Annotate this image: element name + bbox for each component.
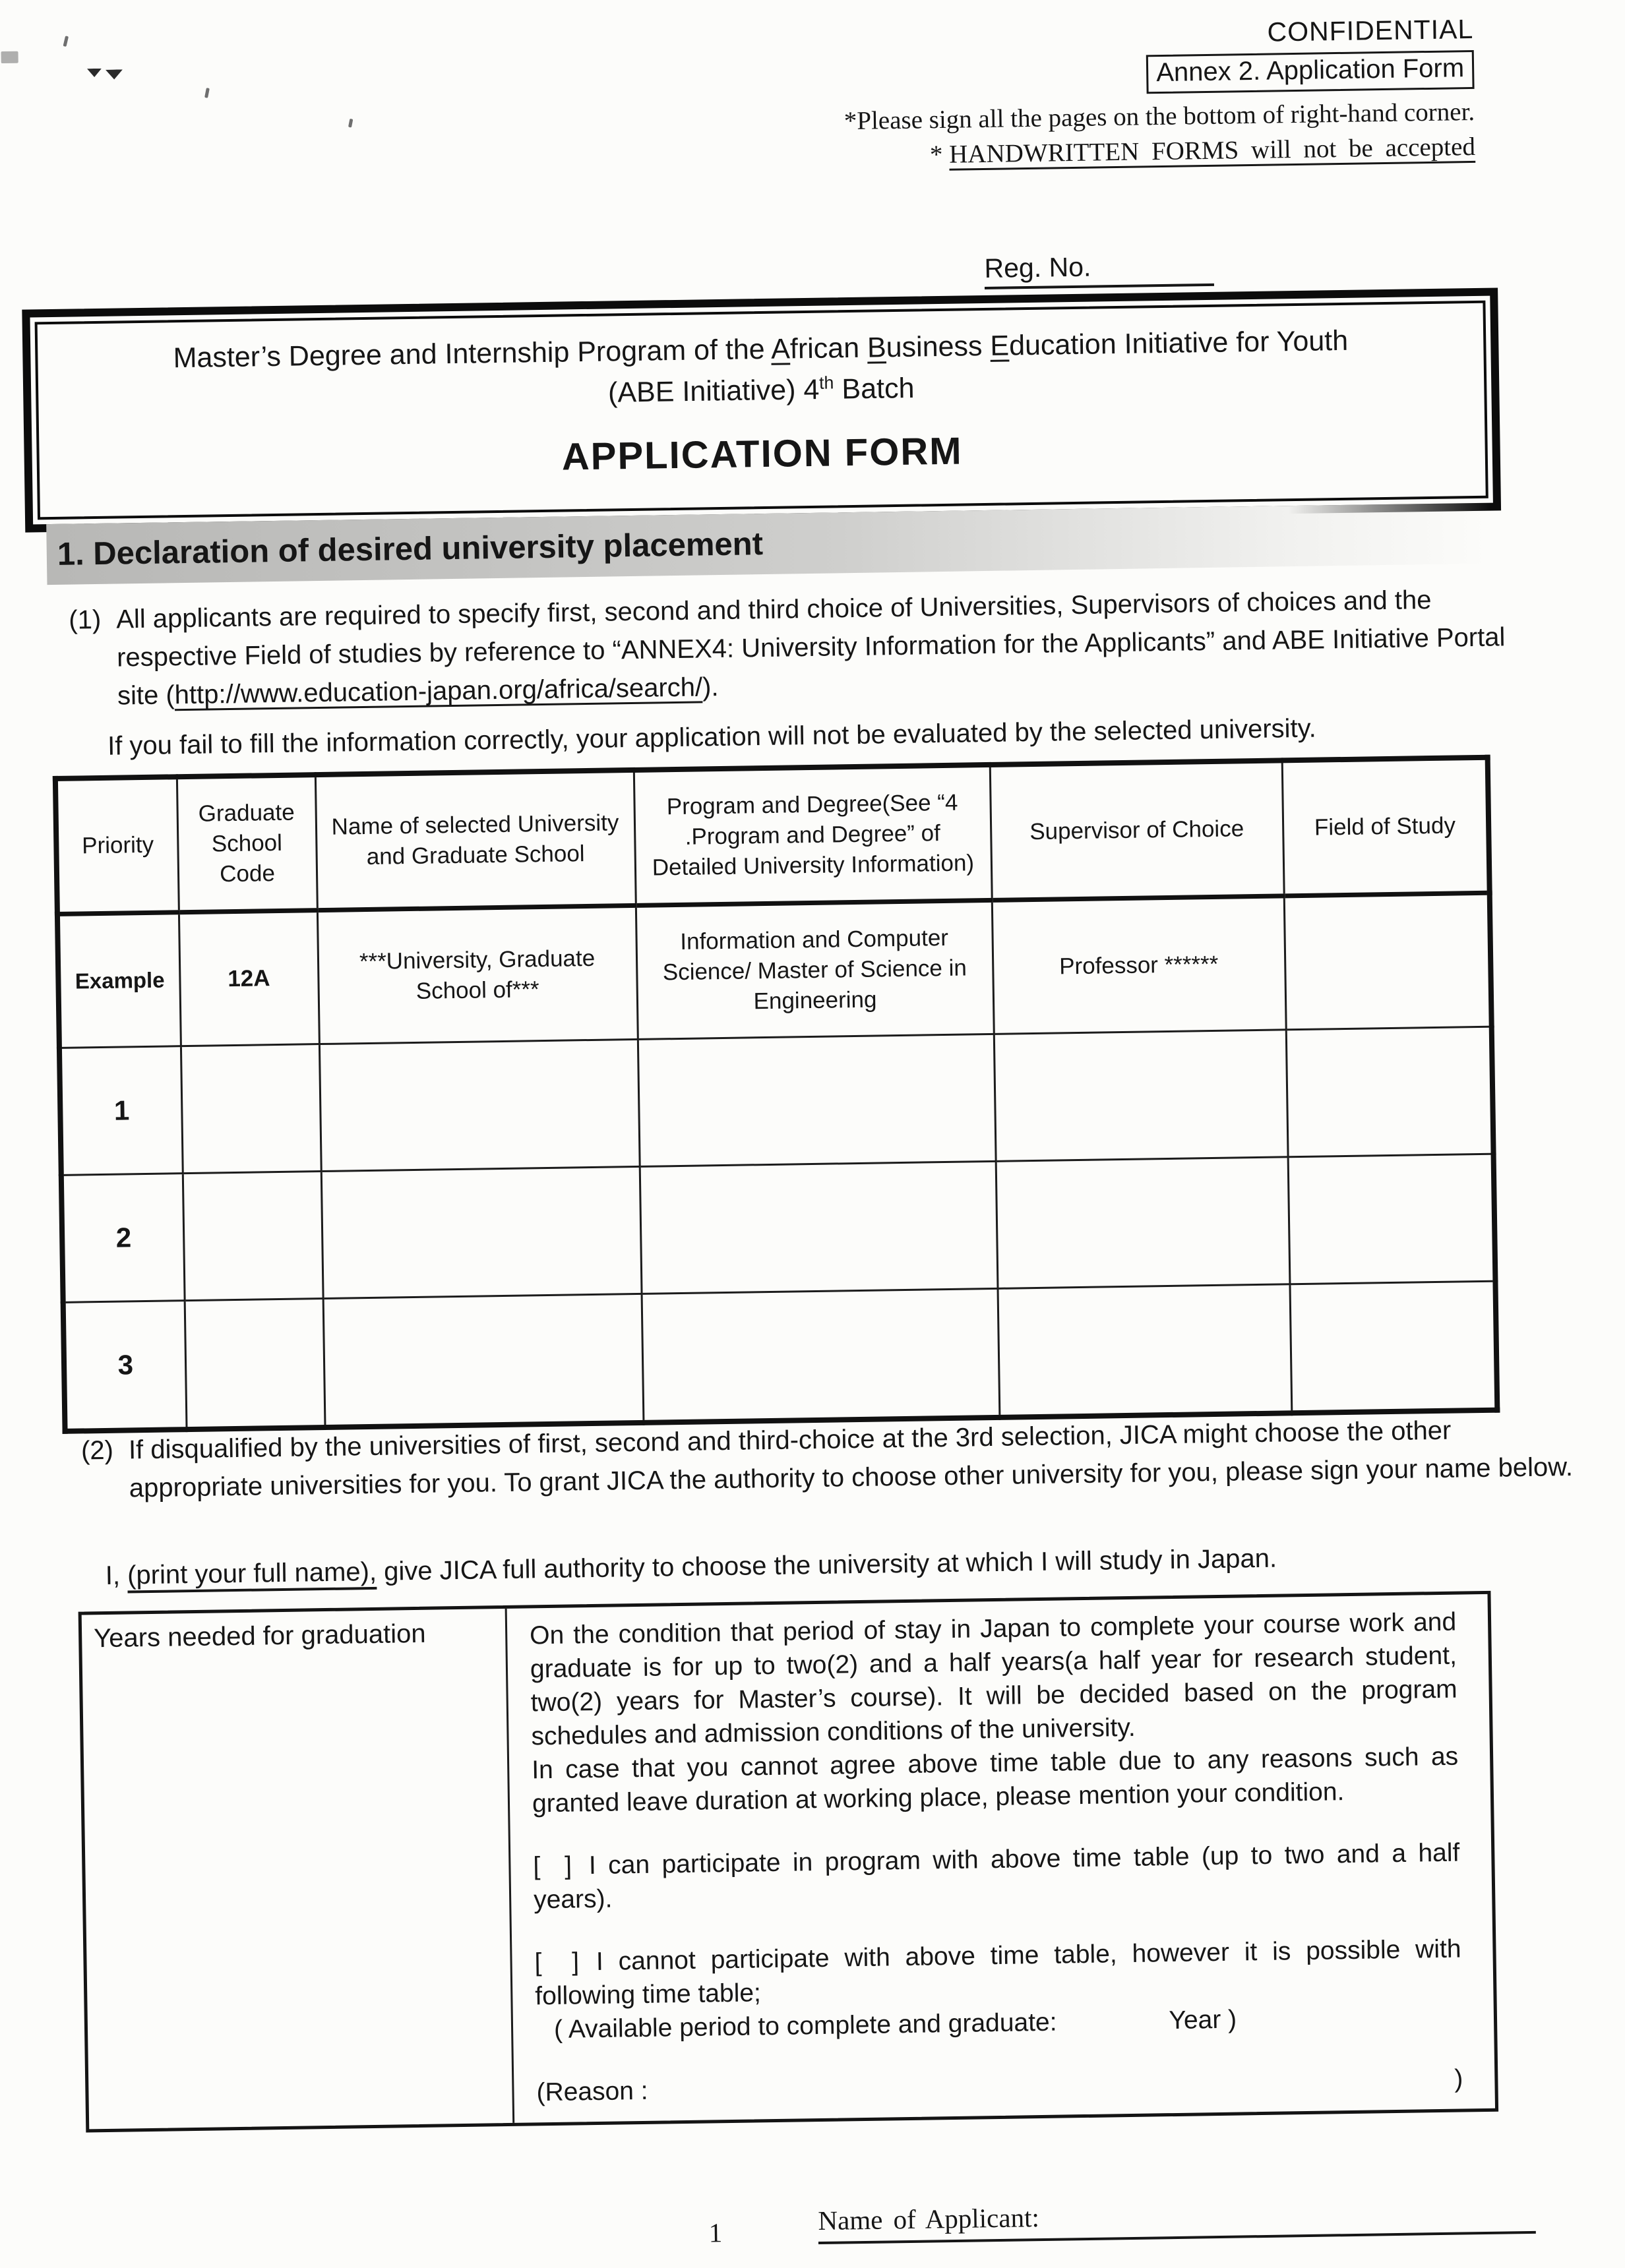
sign-pages-note: *Please sign all the pages on the bottom of right-hand corner. [843, 97, 1475, 136]
annex-title-box: Annex 2. Application Form [1146, 50, 1475, 94]
example-code: 12A [179, 910, 319, 1046]
handwritten-forms-note-text: HANDWRITTEN FORMS will not be accepted [948, 132, 1476, 169]
reg-no-label: Reg. No. [984, 251, 1091, 284]
asterisk: * [929, 140, 950, 169]
reg-no-field[interactable] [1098, 250, 1191, 282]
choice-2-field-cell[interactable] [1288, 1154, 1496, 1284]
can-participate-checkbox[interactable]: [ ] [533, 1851, 572, 1881]
col-header-program-degree: Program and Degree(See “4 .Program and Degree” of Detailed University Information) [634, 765, 992, 905]
batch-line: (ABE Initiative) 4th Batch [607, 372, 915, 409]
col-header-priority: Priority [55, 777, 179, 914]
choice-1-program-cell[interactable] [638, 1034, 996, 1166]
fill-warning-note: If you fail to fill the information correctly, your application will not be evaluated by the selected university. [107, 713, 1317, 761]
col-header-graduate-school-code: Graduate School Code [177, 775, 317, 912]
university-choice-table [53, 755, 1500, 1434]
choice-3-program-cell[interactable] [642, 1288, 1000, 1422]
example-supervisor: Professor ****** [992, 896, 1286, 1034]
cannot-participate-checkbox[interactable]: [ ] [534, 1948, 580, 1977]
example-university: ***University, Graduate School of*** [317, 905, 638, 1044]
handwritten-forms-note [844, 132, 1475, 171]
example-field [1284, 893, 1492, 1030]
full-name-prompt-field[interactable]: (print your full name), [127, 1557, 377, 1590]
graduation-conditions-body [507, 1594, 1495, 2123]
choice-row-1 [59, 1027, 1494, 1175]
page-number: 1 [708, 2217, 723, 2248]
pencil-mark [63, 36, 69, 47]
choice-1-university-cell[interactable] [319, 1039, 640, 1171]
choice-2-university-cell[interactable] [321, 1166, 642, 1298]
choice-row-3 [63, 1281, 1498, 1431]
choice-1-supervisor-cell[interactable] [994, 1030, 1288, 1162]
program-title-line: Master’s Degree and Internship Program of the African Business Education Initiative for Youth [173, 324, 1349, 374]
cannot-participate-label: I cannot participate with above time table, however it is possible with following time table; [535, 1934, 1461, 2011]
choice-1-field-cell[interactable] [1286, 1027, 1494, 1157]
paragraph-2-text: If disqualified by the universities of first, second and third-choice at the 3rd selection, JICA might choose the other appropriate universities for you. To grant JICA the authority to choose other university for you, please sign your name below. [128, 1416, 1574, 1503]
example-priority: Example [57, 912, 181, 1048]
authority-statement [105, 1544, 1277, 1591]
form-title-box [22, 287, 1501, 532]
paragraph-1-number: (1) [68, 605, 102, 635]
choice-1-code-cell[interactable] [181, 1044, 321, 1174]
col-header-field-of-study: Field of Study [1282, 758, 1490, 896]
reason-label: (Reason : [536, 2076, 648, 2107]
available-period-year-label: Year ) [1169, 2005, 1237, 2035]
paragraph-1 [69, 579, 1552, 715]
choice-2-code-cell[interactable] [183, 1172, 323, 1301]
pencil-mark [87, 69, 102, 77]
pencil-mark [1, 51, 18, 63]
available-period-label: ( Available period to complete and graduate: [553, 2008, 1057, 2044]
authority-statement-start: I, [105, 1561, 128, 1590]
application-form-title: APPLICATION FORM [561, 429, 963, 479]
condition-paragraph-1: On the condition that period of stay in Japan to complete your course work and graduate is for up to two(2) and a half years(a half year for research student, two(2) years for Master’s course). It will be decided based on the program schedules and admission conditions of the university. [529, 1607, 1457, 1751]
choice-table-header-row [55, 758, 1490, 914]
graduation-years-table [78, 1591, 1498, 2133]
choice-2-program-cell[interactable] [640, 1161, 998, 1294]
section-1-heading: 1. Declaration of desired university placement [46, 503, 1491, 585]
applicant-name-line [818, 2194, 1536, 2244]
col-header-supervisor: Supervisor of Choice [990, 760, 1284, 900]
form-title-box-inner [35, 301, 1488, 520]
choice-2-supervisor-cell[interactable] [996, 1157, 1290, 1289]
years-needed-label: Years needed for graduation [82, 1609, 515, 2129]
choice-3-code-cell[interactable] [185, 1299, 325, 1430]
applicant-name-field[interactable] [1050, 2202, 1061, 2232]
applicant-name-label: Name of Applicant: [818, 2202, 1040, 2236]
example-row [57, 893, 1492, 1048]
condition-paragraph-2: In case that you cannot agree above time table due to any reasons such as granted leave duration at working place, please mention your condition. [531, 1742, 1459, 1818]
col-header-university-name: Name of selected University and Graduate School [315, 770, 636, 910]
paragraph-2-number: (2) [80, 1435, 114, 1466]
pencil-mark [204, 88, 210, 98]
can-participate-label: I can participate in program with above time table (up to two and a half years). [533, 1838, 1460, 1915]
choice-3-supervisor-cell[interactable] [998, 1284, 1292, 1418]
paragraph-1-text: All applicants are required to specify first, second and third choice of Universities, Supervisors of choices and the respective Field of studies by reference to “ANNEX4: University Information for the Applicants” and ABE Initiative Portal site (http://www.education-japan.org/africa/search/). [115, 585, 1506, 711]
pencil-mark [106, 69, 123, 79]
choice-row-2 [61, 1154, 1496, 1302]
priority-1-label: 1 [59, 1046, 183, 1176]
confidential-label: CONFIDENTIAL [1267, 13, 1474, 47]
choice-3-field-cell[interactable] [1289, 1281, 1497, 1413]
choice-3-university-cell[interactable] [323, 1294, 644, 1427]
page-header-notes [843, 14, 1476, 171]
example-program: Information and Computer Science/ Master of Science in Engineering [636, 900, 994, 1039]
priority-3-label: 3 [63, 1301, 187, 1431]
reason-close-paren: ) [1454, 2064, 1463, 2093]
reg-no-line [984, 250, 1214, 289]
portal-site-link[interactable]: http://www.education-japan.org/africa/search/ [174, 672, 703, 710]
priority-2-label: 2 [61, 1174, 185, 1303]
pencil-mark [348, 119, 353, 128]
authority-statement-end: give JICA full authority to choose the university at which I will study in Japan. [376, 1543, 1277, 1586]
available-period-field[interactable] [1057, 2004, 1169, 2039]
